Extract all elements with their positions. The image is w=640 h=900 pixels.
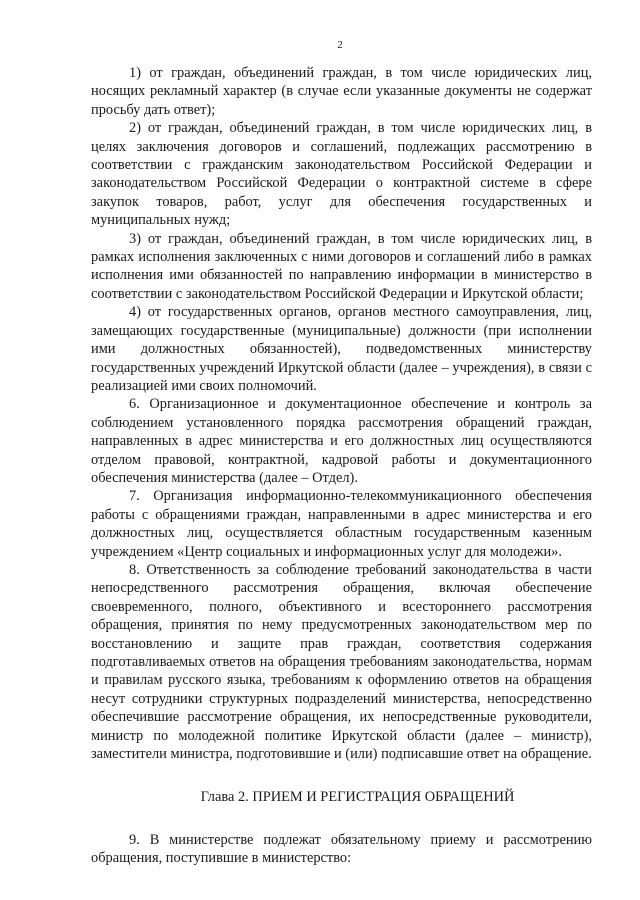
- paragraph-clause-7: 7. Организация информационно-телекоммуникационного обеспечения работы с обращениями граждан, направленными в адрес министерства и его должностных лиц, осуществляется областным государственным казенным учреждением «Центр социальных и информационных услуг для молодежи».: [91, 488, 592, 560]
- chapter-heading: Глава 2. ПРИЕМ И РЕГИСТРАЦИЯ ОБРАЩЕНИЙ: [200, 789, 515, 806]
- paragraph-clause-8: 8. Ответственность за соблюдение требований законодательства в части непосредственного рассмотрения обращения, включая обеспечение своевременного, полного, объективного и всестороннего рассмотрения обращения, принятия по нему предусмотренных законодательством мер по восстановлению и защите прав граждан, соответствия содержания подготавливаемых ответов на обращения требованиям законодательства, нормам и правилам русского языка, требованиям к оформлению ответов на обращения несут сотрудники структурных подразделений министерства, непосредственно обеспечившие рассмотрение обращения, их непосредственные руководители, министр по молодежной политике Иркутской области (далее – министр), заместители министра, подготовившие и (или) подписавшие ответ на обращение.: [91, 561, 592, 763]
- paragraph-item-2: 2) от граждан, объединений граждан, в том числе юридических лиц, в целях заключения договоров и соглашений, подлежащих рассмотрению в соответствии с гражданским законодательством Российской Федерации и законодательством Российской Федерации о контрактной системе в сфере закупок товаров, работ, услуг для обеспечения государственных и муниципальных нужд;: [91, 120, 592, 229]
- page-number: 2: [337, 39, 343, 51]
- document-body: [91, 64, 592, 868]
- paragraph-clause-6: 6. Организационное и документационное обеспечение и контроль за соблюдением установленного порядка рассмотрения обращений граждан, направленных в адрес министерства и его должностных лиц осуществляются отделом правовой, контрактной, кадровой работы и документационного обеспечения министерства (далее – Отдел).: [91, 396, 592, 486]
- paragraph-item-3: 3) от граждан, объединений граждан, в том числе юридических лиц, в рамках исполнения заключенных с ними договоров и соглашений либо в рамках исполнения ими обязанностей по направлению информации в министерство в соответствии с законодательством Российской Федерации и Иркутской области;: [91, 230, 592, 302]
- paragraph-clause-9: 9. В министерстве подлежат обязательному приему и рассмотрению обращения, поступившие в министерство:: [91, 831, 592, 867]
- paragraph-item-4: 4) от государственных органов, органов местного самоуправления, лиц, замещающих государственные (муниципальные) должности (при исполнении ими должностных обязанностей), подведомственных министерству государственных учреждений Иркутской области (далее – учреждения), в связи с реализацией ими своих полномочий.: [91, 304, 592, 394]
- paragraph-item-1: 1) от граждан, объединений граждан, в том числе юридических лиц, носящих рекламный характер (в случае если указанные документы не содержат просьбу дать ответ);: [91, 65, 592, 118]
